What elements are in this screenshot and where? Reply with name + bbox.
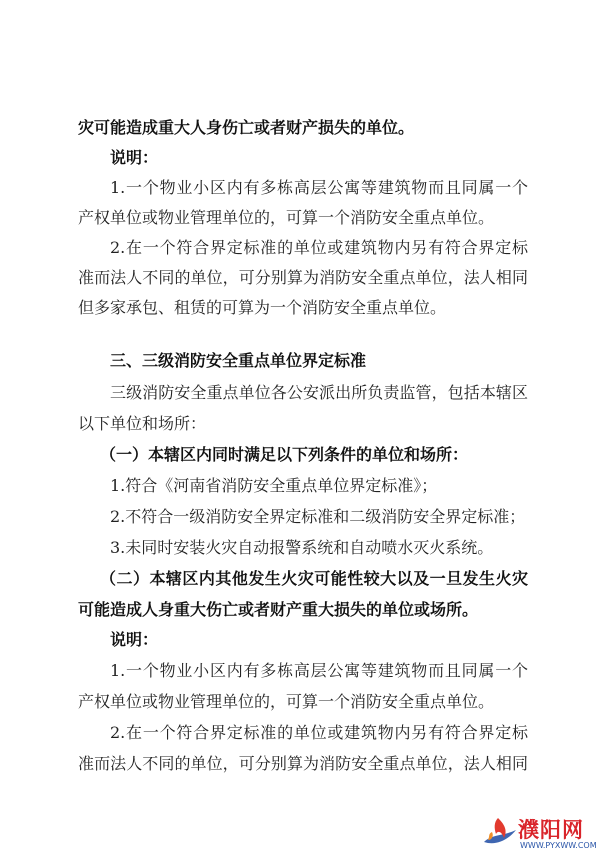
paragraph-line: 但多家承包、租赁的可算为一个消防安全重点单位。 — [78, 298, 447, 317]
paragraph-line: 2.在一个符合界定标准的单位或建筑物内另有符合界定标 — [110, 238, 528, 257]
paragraph-line: 三级消防安全重点单位各公安派出所负责监管，包括本辖区 — [110, 383, 528, 402]
paragraph-line: 1.一个物业小区内有多栋高层公寓等建筑物而且同属一个 — [110, 178, 528, 197]
section-heading: 三、三级消防安全重点单位界定标准 — [110, 351, 367, 370]
flame-logo-icon — [478, 812, 520, 854]
list-item: 2.不符合一级消防安全界定标准和二级消防安全界定标准； — [110, 507, 526, 526]
paragraph-line: 1.一个物业小区内有多栋高层公寓等建筑物而且同属一个 — [110, 661, 528, 680]
paragraph-line: 准而法人不同的单位，可分别算为消防安全重点单位，法人相同 — [78, 754, 528, 773]
paragraph-line: 以下单位和场所： — [78, 414, 207, 433]
watermark-url: WWW.PYXWW.COM — [520, 841, 597, 850]
subsection-heading: （二）本辖区内其他发生火灾可能性较大以及一旦发生火灾 — [100, 569, 528, 588]
note-heading: 说明： — [110, 148, 159, 167]
paragraph-line: 灾可能造成重大人身伤亡或者财产损失的单位。 — [78, 118, 415, 137]
list-item: 1.符合《河南省消防安全重点单位界定标准》； — [110, 476, 438, 495]
paragraph-line: 产权单位或物业管理单位的，可算一个消防安全重点单位。 — [78, 208, 495, 227]
paragraph-line: 产权单位或物业管理单位的，可算一个消防安全重点单位。 — [78, 692, 495, 711]
note-heading: 说明： — [110, 630, 159, 649]
subsection-heading-continued: 可能造成人身重大伤亡或者财产重大损失的单位或场所。 — [78, 600, 479, 619]
paragraph-line: 准而法人不同的单位，可分别算为消防安全重点单位，法人相同 — [78, 268, 528, 287]
site-watermark — [478, 808, 603, 858]
list-item: 3.未同时安装火灾自动报警系统和自动喷水灭火系统。 — [110, 538, 494, 557]
paragraph-line: 2.在一个符合界定标准的单位或建筑物内另有符合界定标 — [110, 723, 528, 742]
subsection-heading: （一）本辖区内同时满足以下列条件的单位和场所： — [100, 445, 469, 464]
watermark-title: 濮阳网 — [518, 818, 584, 842]
